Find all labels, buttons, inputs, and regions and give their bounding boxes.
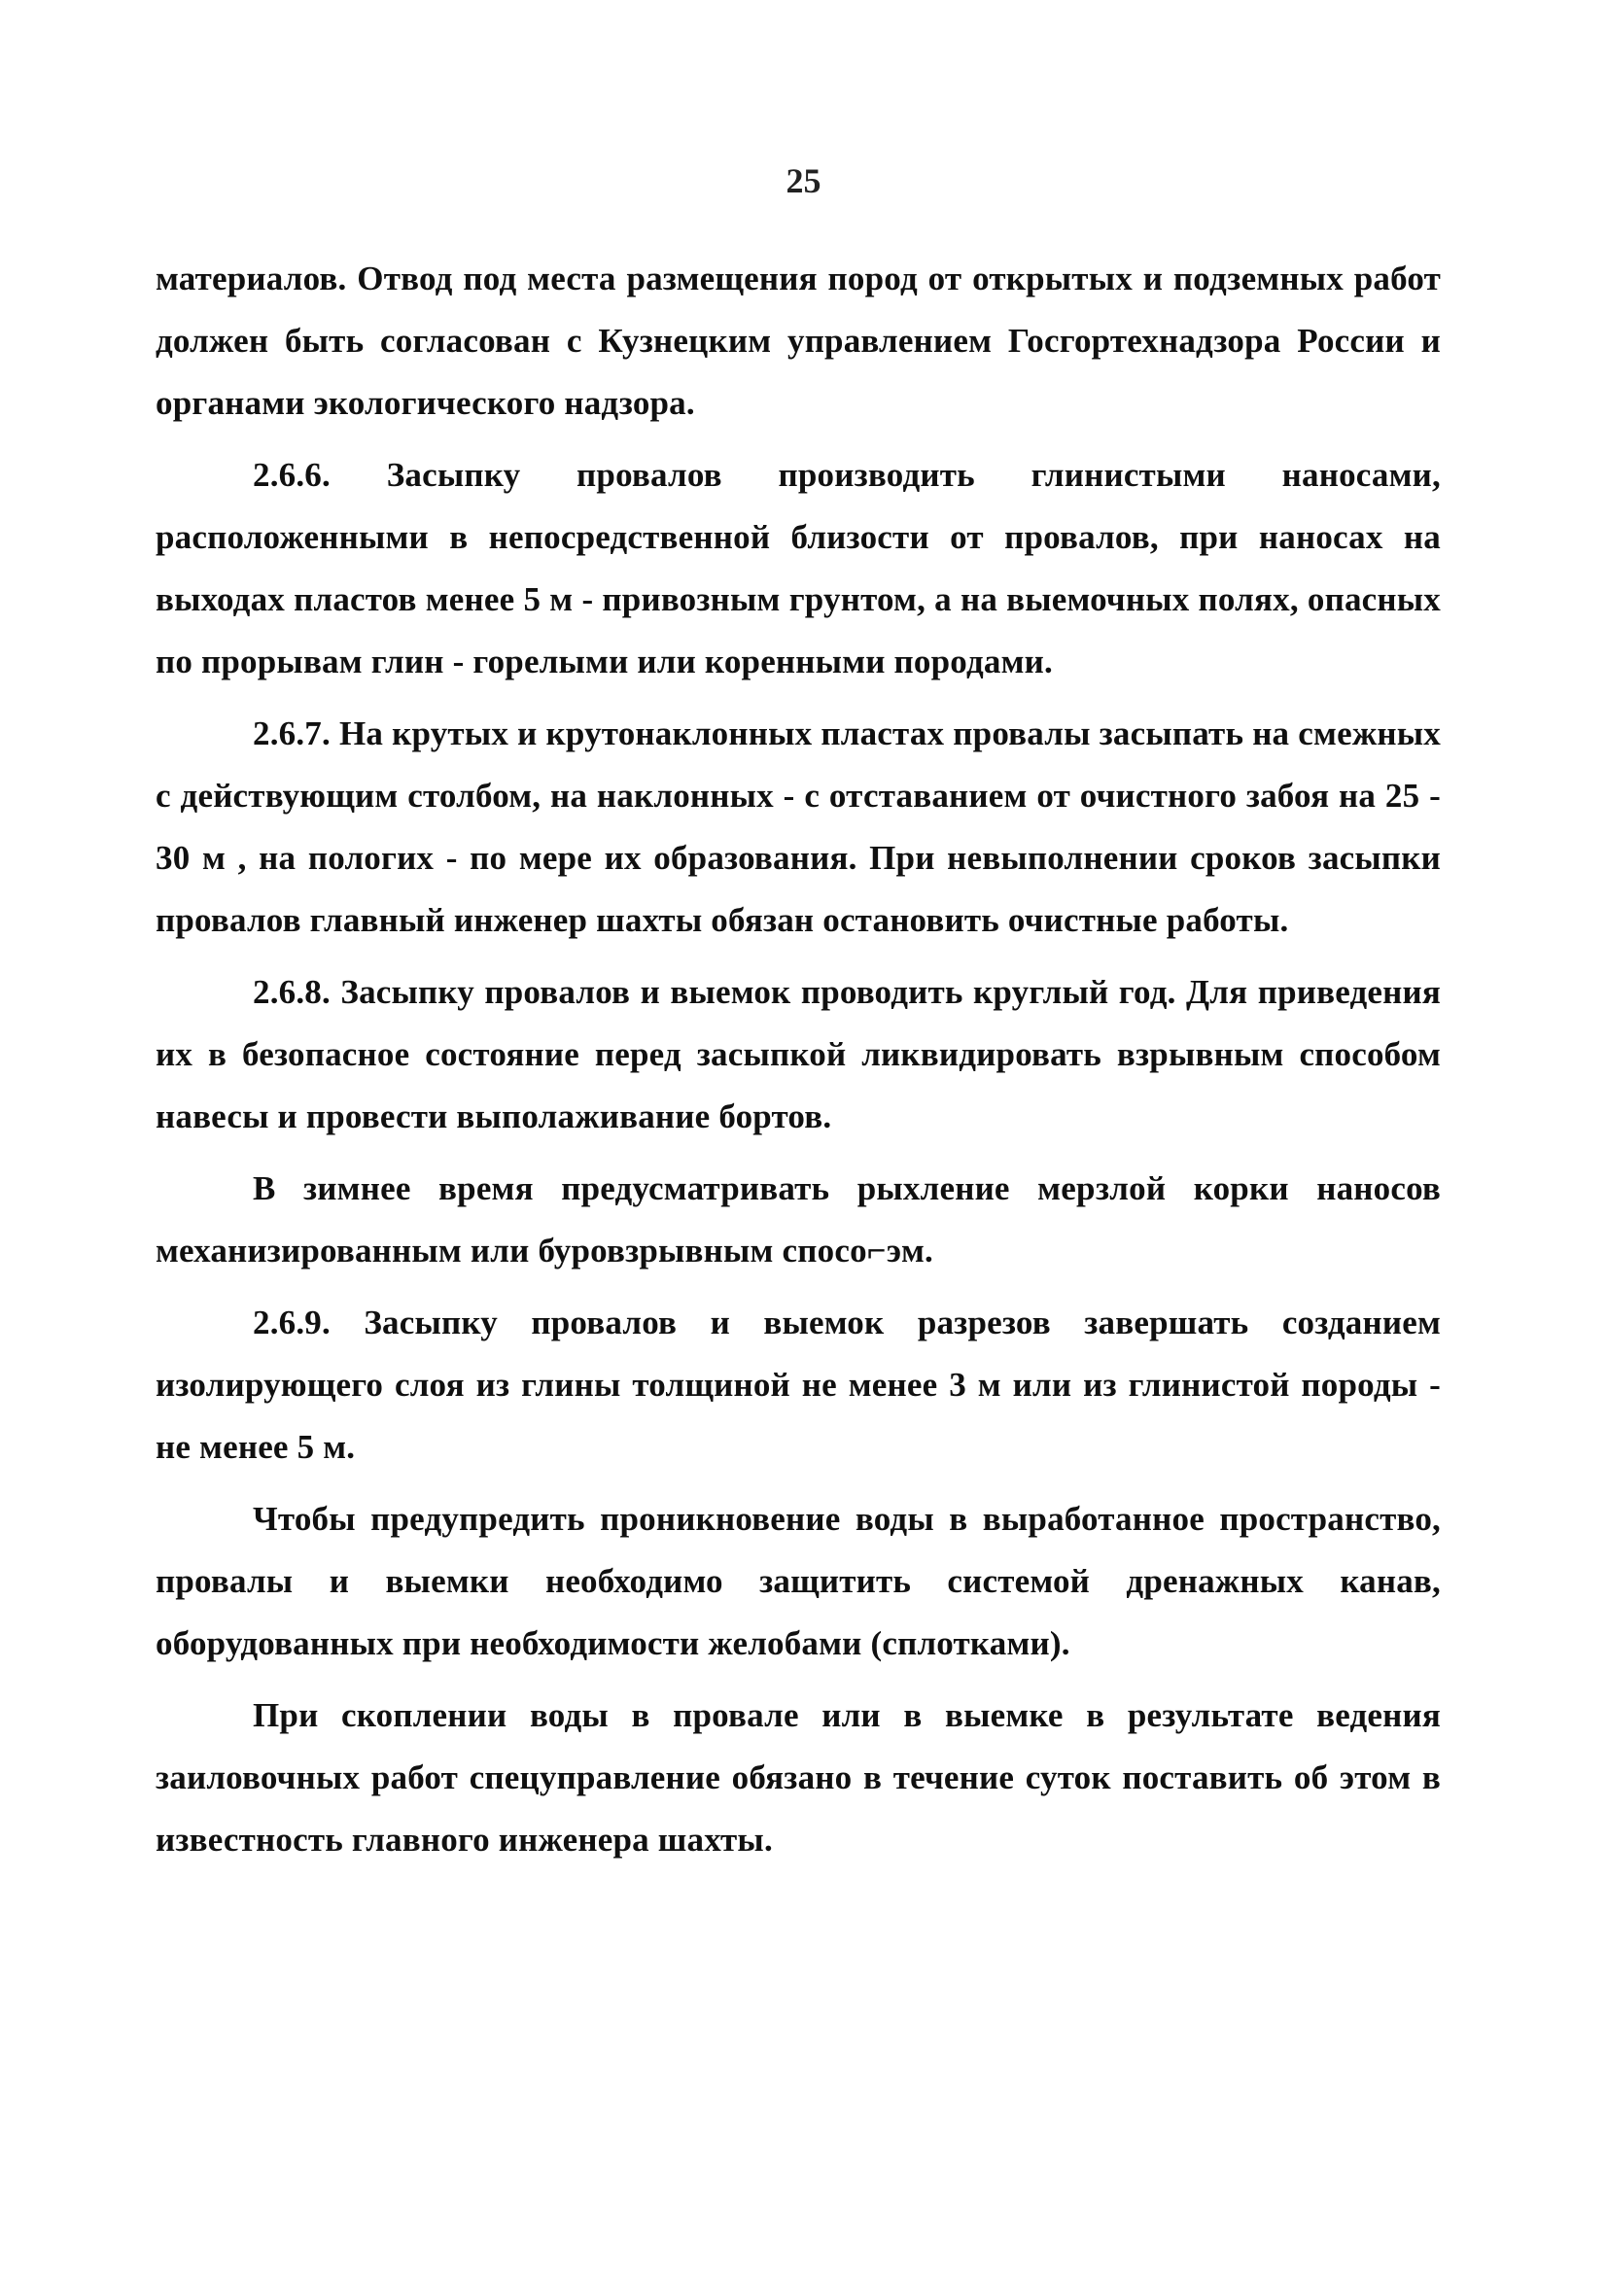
paragraph-2-6-8: 2.6.8. Засыпку провалов и выемок проводить круглый год. Для приведения их в безопасное состояние перед засыпкой ликвидировать взрывным способом навесы и провести выполаживание бортов. [156, 973, 1441, 1135]
paragraph-2-6-7: 2.6.7. На крутых и крутонаклонных пластах провалы засыпать на смежных с действующим столбом, на наклонных - с отставанием от очистного забоя на 25 - 30 м , на пологих - по мере их образования. При невыполнении сроков засыпки провалов главный инженер шахты обязан остановить очистные работы. [156, 714, 1441, 939]
paragraph-2-6-6: 2.6.6. Засыпку провалов производить глинистыми наносами, расположенными в непосредственной близости от провалов, при наносах на выходах пластов менее 5 м - привозным грунтом, а на выемочных полях, опасных по прорывам глин - горелыми или коренными породами. [156, 456, 1441, 680]
paragraph-water-accumulation: При скоплении воды в провале или в выемке в результате ведения заиловочных работ спецуправление обязано в течение суток поставить об этом в известность главного инженера шахты. [156, 1696, 1441, 1859]
paragraph-2-6-9: 2.6.9. Засыпку провалов и выемок разрезов завершать созданием изолирующего слоя из глины толщиной не менее 3 м или из глинистой породы - не менее 5 м. [156, 1304, 1441, 1466]
paragraph-continuation: материалов. Отвод под места размещения пород от открытых и подземных работ должен быть согласован с Кузнецким управлением Госгортехнадзора России и органами экологического надзора. [156, 260, 1441, 422]
paragraph-drainage: Чтобы предупредить проникновение воды в выработанное пространство, провалы и выемки необходимо защитить системой дренажных канав, оборудованных при необходимости желобами (сплотками). [156, 1500, 1441, 1662]
document-body [156, 248, 1441, 1881]
page-number: 25 [786, 161, 821, 200]
paragraph-winter: В зимнее время предусматривать рыхление мерзлой корки наносов механизированным или буровзрывным спосо⌐эм. [156, 1169, 1441, 1270]
